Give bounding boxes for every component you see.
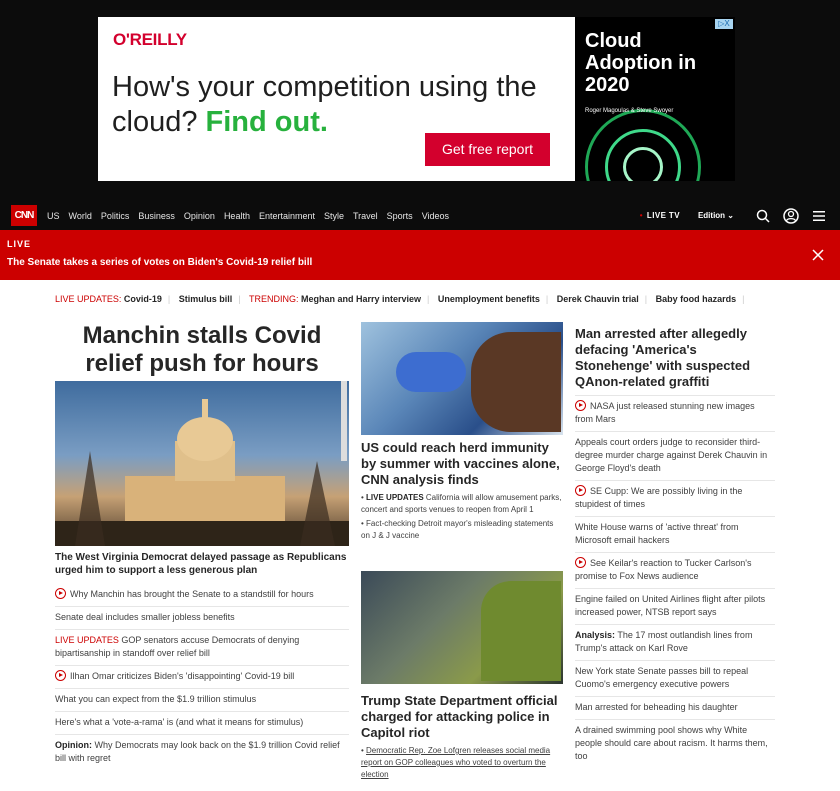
list-item[interactable]: New York state Senate passes bill to repeal Cuomo's emergency executive powers	[575, 660, 775, 696]
ad-headline-accent: Find out.	[205, 106, 328, 138]
live-banner[interactable]	[0, 230, 840, 280]
capitol-riot-photo[interactable]	[361, 571, 563, 684]
lead-headline[interactable]: Manchin stalls Covid relief push for hours	[82, 322, 322, 377]
menu-icon[interactable]	[808, 205, 830, 227]
cnn-logo[interactable]: CNN	[11, 205, 37, 226]
vaccine-photo[interactable]	[361, 322, 563, 435]
list-item[interactable]: Ilhan Omar criticizes Biden's 'disappointing' Covid-19 bill	[55, 665, 349, 688]
story-block	[361, 688, 563, 781]
nav-link-health[interactable]: Health	[223, 210, 250, 221]
list-item[interactable]: Here's what a 'vote-a-rama' is (and what it means for stimulus)	[55, 711, 349, 734]
nav-right	[640, 201, 830, 230]
play-icon	[575, 485, 586, 496]
story-sub-link[interactable]: • Democratic Rep. Zoe Lofgren releases social media report on GOP colleagues who voted to overturn the election	[361, 746, 551, 779]
headlines-list	[575, 395, 775, 768]
close-icon[interactable]	[810, 247, 826, 263]
list-item[interactable]: Why Manchin has brought the Senate to a standstill for hours	[55, 584, 349, 606]
list-item[interactable]: NASA just released stunning new images from Mars	[575, 395, 775, 431]
ad-book-authors: Roger Magoulas & Steve Swoyer	[585, 108, 674, 114]
live-dot-icon: •	[639, 211, 643, 220]
lead-photo-caption[interactable]: The West Virginia Democrat delayed passage as Republicans urged him to support a less generous plan	[55, 552, 347, 576]
nav-link-travel[interactable]: Travel	[353, 210, 378, 221]
ad-left-panel	[98, 17, 575, 181]
list-item[interactable]: Opinion: Why Democrats may look back on the $1.9 trillion Covid relief bill with regret	[55, 734, 349, 770]
live-updates-label: LIVE UPDATES:	[55, 294, 122, 304]
live-updates-tag: LIVE UPDATES	[55, 635, 119, 645]
nav-link-videos[interactable]: Videos	[421, 210, 450, 221]
ad-book-cover	[575, 17, 735, 181]
trending-item[interactable]: Baby food hazards	[655, 294, 737, 304]
nav-link-politics[interactable]: Politics	[100, 210, 130, 221]
ad-banner-container	[0, 0, 840, 201]
story-sub-link[interactable]: • Fact-checking Detroit mayor's misleading statements on J & J vaccine	[361, 519, 554, 540]
list-item[interactable]: Engine failed on United Airlines flight after pilots increased power, NTSB report says	[575, 588, 775, 624]
nav-link-entertainment[interactable]: Entertainment	[258, 210, 315, 221]
adchoices-icon[interactable]: ▷X	[715, 19, 733, 29]
play-icon	[55, 670, 66, 681]
play-icon	[55, 588, 66, 599]
lead-photo[interactable]	[55, 381, 349, 546]
list-item[interactable]: SE Cupp: We are possibly living in the stupidest of times	[575, 480, 775, 516]
search-icon[interactable]	[752, 205, 774, 227]
stonehenge-headline[interactable]: Man arrested after allegedly defacing 'America's Stonehenge' with suspected QAnon-related graffiti	[575, 326, 751, 389]
live-tv-link[interactable]	[640, 211, 680, 220]
nav-link-sports[interactable]: Sports	[386, 210, 413, 221]
lead-related-list	[55, 584, 349, 770]
nav-link-style[interactable]: Style	[323, 210, 344, 221]
analysis-tag: Analysis:	[575, 630, 616, 640]
trending-item[interactable]: Covid-19	[123, 294, 162, 304]
capitol-building-image	[55, 381, 349, 546]
list-item[interactable]: Man arrested for beheading his daughter	[575, 696, 775, 719]
ad-cta-button[interactable]: Get free report	[425, 133, 550, 166]
opinion-tag: Opinion:	[55, 740, 92, 750]
ad-banner[interactable]	[98, 17, 735, 181]
trending-bar: LIVE UPDATES: Covid-19 | Stimulus bill | TRENDING: Meghan and Harry interview | Unemployment benefits | Derek Chauvin trial | Baby food hazards |	[55, 294, 745, 304]
trending-item[interactable]: Unemployment benefits	[437, 294, 540, 304]
list-item[interactable]: See Keilar's reaction to Tucker Carlson's promise to Fox News audience	[575, 552, 775, 588]
herd-immunity-headline[interactable]: US could reach herd immunity by summer with vaccines alone, CNN analysis finds	[361, 440, 560, 487]
edition-label: Edition	[697, 211, 726, 220]
chevron-down-icon: ⌄	[727, 211, 734, 220]
list-item[interactable]: A drained swimming pool shows why White people should care about racism. It harms them, too	[575, 719, 775, 768]
account-icon[interactable]	[780, 205, 802, 227]
nav-link-opinion[interactable]: Opinion	[183, 210, 215, 221]
center-column	[361, 322, 563, 779]
ad-headline	[112, 70, 542, 140]
trending-item[interactable]: Meghan and Harry interview	[300, 294, 422, 304]
ad-book-title: Cloud Adoption in 2020	[585, 30, 697, 96]
ad-brand-logo: O'REILLY	[113, 30, 187, 49]
live-headline[interactable]: The Senate takes a series of votes on Biden's Covid-19 relief bill	[7, 257, 313, 268]
list-item[interactable]: Senate deal includes smaller jobless benefits	[55, 606, 349, 629]
live-label: LIVE	[7, 239, 32, 249]
play-icon	[575, 557, 586, 568]
top-nav	[0, 201, 840, 230]
state-dept-headline[interactable]: Trump State Department official charged for attacking police in Capitol riot	[361, 693, 558, 740]
lead-story-column	[55, 322, 349, 763]
right-column	[575, 322, 775, 768]
list-item[interactable]: What you can expect from the $1.9 trillion stimulus	[55, 688, 349, 711]
list-item[interactable]: LIVE UPDATES GOP senators accuse Democrats of denying bipartisanship in standoff over relief bill	[55, 629, 349, 665]
trending-label: TRENDING:	[248, 294, 299, 304]
live-tv-label: LIVE TV	[646, 211, 680, 220]
list-item[interactable]: Appeals court orders judge to reconsider third-degree murder charge against Derek Chauvin in George Floyd's death	[575, 431, 775, 480]
nav-link-business[interactable]: Business	[138, 210, 175, 221]
list-item[interactable]: Analysis: The 17 most outlandish lines from Trump's attack on Karl Rove	[575, 624, 775, 660]
ad-headline-text: How's your competition using the cloud?	[112, 71, 537, 138]
nav-link-world[interactable]: World	[68, 210, 92, 221]
play-icon	[575, 400, 586, 411]
trending-item[interactable]: Stimulus bill	[178, 294, 233, 304]
trending-item[interactable]: Derek Chauvin trial	[556, 294, 639, 304]
list-item[interactable]: White House warns of 'active threat' from Microsoft email hackers	[575, 516, 775, 552]
decorative-ring	[623, 147, 663, 181]
edition-selector[interactable]	[698, 211, 734, 220]
story-sub-link[interactable]: • LIVE UPDATES California will allow amusement parks, concert and sports venues to reopen from April 1	[361, 493, 562, 514]
nav-links	[47, 201, 458, 230]
nav-link-us[interactable]: US	[47, 210, 60, 221]
